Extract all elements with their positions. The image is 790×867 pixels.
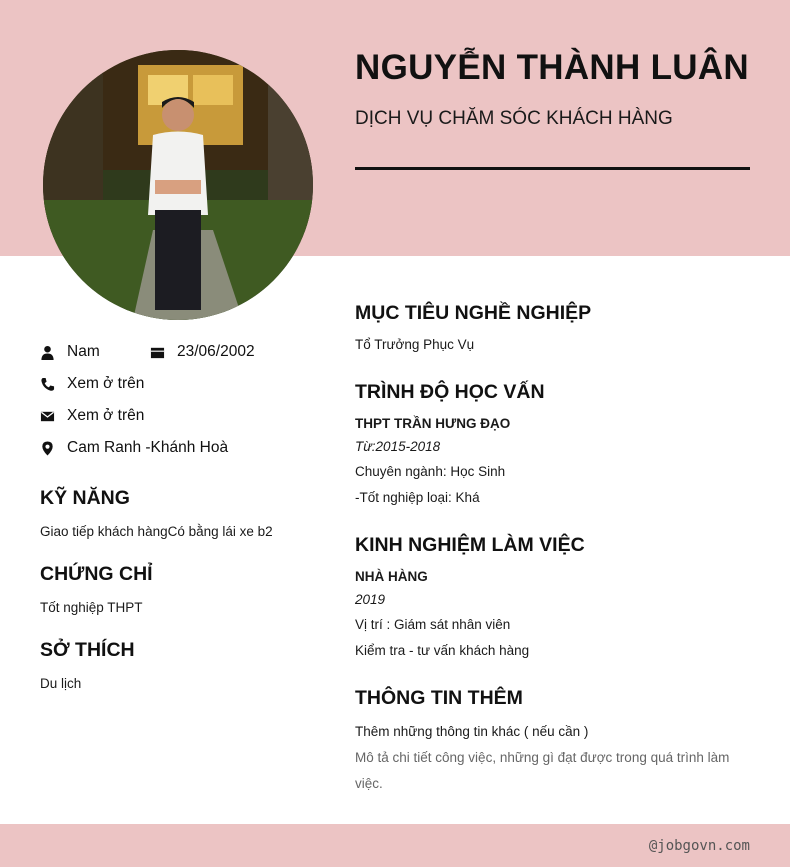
certificates-heading: CHỨNG CHỈ	[40, 563, 153, 585]
hobbies-content: Du lịch	[40, 676, 82, 691]
email-row	[40, 407, 144, 425]
extra-info-line2: Mô tả chi tiết công việc, những gì đạt được trong quá trình làm việc.	[355, 750, 730, 791]
phone-icon	[40, 377, 55, 392]
skills-heading: KỸ NĂNG	[40, 487, 130, 509]
objective-content: Tổ Trưởng Phục Vụ	[355, 337, 475, 352]
email-value: Xem ở trên	[67, 407, 145, 424]
certificates-content: Tốt nghiệp THPT	[40, 600, 143, 615]
gender-row	[40, 343, 100, 361]
gender-value: Nam	[67, 343, 100, 360]
location-pin-icon	[40, 441, 55, 456]
objective-heading: MỤC TIÊU NGHỀ NGHIỆP	[355, 302, 592, 324]
education-major: Chuyên ngành: Học Sinh	[355, 464, 506, 479]
title-divider	[355, 167, 750, 170]
experience-position: Vị trí : Giám sát nhân viên	[355, 617, 511, 632]
phone-value: Xem ở trên	[67, 375, 145, 392]
experience-year: 2019	[355, 592, 386, 607]
extra-info-heading: THÔNG TIN THÊM	[355, 687, 523, 709]
person-icon	[40, 345, 55, 360]
hobbies-heading: SỞ THÍCH	[40, 639, 135, 661]
profile-photo	[43, 50, 313, 320]
birthday-row	[150, 343, 255, 361]
footer-watermark: @jobgovn.com	[648, 838, 750, 854]
skills-content: Giao tiếp khách hàngCó bằng lái xe b2	[40, 524, 273, 539]
experience-heading: KINH NGHIỆM LÀM VIỆC	[355, 534, 585, 556]
address-value: Cam Ranh -Khánh Hoà	[67, 439, 229, 456]
job-title: DỊCH VỤ CHĂM SÓC KHÁCH HÀNG	[355, 108, 673, 129]
phone-row	[40, 375, 144, 393]
calendar-icon	[150, 345, 165, 360]
education-grade: -Tốt nghiệp loại: Khá	[355, 490, 480, 505]
education-period: Từ:2015-2018	[355, 439, 441, 454]
education-school: THPT TRẦN HƯNG ĐẠO	[355, 416, 511, 431]
envelope-icon	[40, 409, 55, 424]
education-heading: TRÌNH ĐỘ HỌC VẤN	[355, 381, 545, 403]
experience-company: NHÀ HÀNG	[355, 569, 428, 584]
extra-info-line1: Thêm những thông tin khác ( nếu cần )	[355, 724, 589, 739]
birthday-value: 23/06/2002	[177, 343, 255, 360]
candidate-name: NGUYỄN THÀNH LUÂN	[355, 48, 749, 87]
address-row	[40, 439, 228, 457]
experience-duty: Kiểm tra - tư vấn khách hàng	[355, 643, 530, 658]
